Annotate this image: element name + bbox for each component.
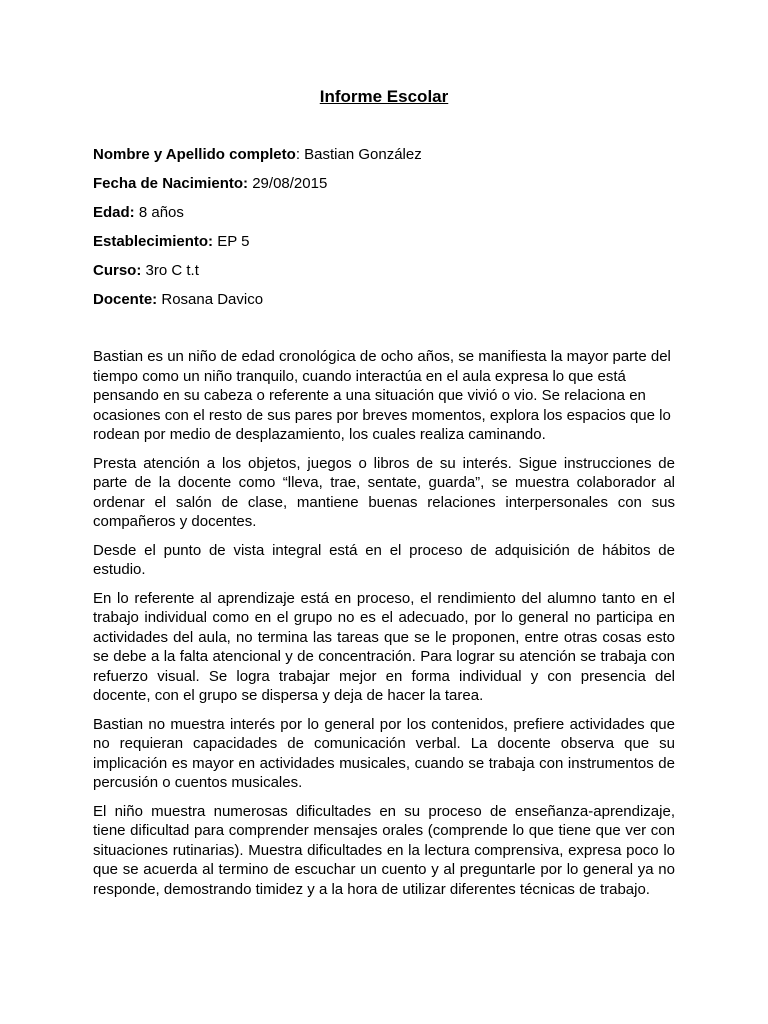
field-full-name (93, 146, 675, 164)
report-paragraph-2: Presta atención a los objetos, juegos o libros de su interés. Sigue instrucciones de parte de la docente como “lleva, trae, sentate, guarda”, se muestra colaborador al ordenar el salón de clase, mantiene buenas relaciones interpersonales con sus compañeros y docentes. (93, 454, 675, 530)
field-label: Establecimiento: (93, 233, 214, 250)
document-title: Informe Escolar (319, 87, 449, 106)
field-label: Docente: (93, 291, 158, 308)
field-school (93, 233, 675, 251)
report-paragraph-1: Bastian es un niño de edad cronológica de ocho años, se manifiesta la mayor parte del tiempo como un niño tranquilo, cuando interactúa en el aula expresa lo que está pensando en su cabeza o referente a una situación que vivió o vio. Se relaciona en ocasiones con el resto de sus pares por breves momentos, explora los espacios que lo rodean por medio de desplazamiento, los cuales realiza caminando. (93, 348, 671, 443)
field-value: 3ro C t.t (145, 262, 199, 279)
field-value: 29/08/2015 (252, 175, 328, 192)
field-value: Bastian González (304, 146, 422, 163)
report-paragraph-5: Bastian no muestra interés por lo general por los contenidos, prefiere actividades que no requieran capacidades de comunicación verbal. La docente observa que su implicación es mayor en actividades musicales, cuando se trabaja con instrumentos de percusión o cuentos musicales. (93, 715, 675, 791)
field-label: Curso: (93, 262, 142, 279)
field-birth-date (93, 175, 675, 193)
field-course (93, 262, 675, 280)
field-value: EP 5 (217, 233, 250, 250)
field-label: Fecha de Nacimiento: (93, 175, 249, 192)
field-label: Edad: (93, 204, 135, 221)
field-teacher (93, 291, 675, 309)
report-paragraph-3: Desde el punto de vista integral está en el proceso de adquisición de hábitos de estudio. (93, 541, 675, 578)
document-page (93, 86, 675, 908)
field-label: Nombre y Apellido completo (93, 146, 296, 163)
field-age (93, 204, 675, 222)
report-paragraph-4: En lo referente al aprendizaje está en proceso, el rendimiento del alumno tanto en el trabajo individual como en el grupo no es el adecuado, por lo general no participa en actividades del aula, no termina las tareas que se le proponen, entre otras cosas esto se debe a la falta atencional y de concentración. Para lograr su atención se trabaja con refuerzo visual. Se logra trabajar mejor en forma individual y con presencia del docente, con el grupo se dispersa y deja de hacer la tarea. (93, 589, 675, 704)
report-paragraph-6: El niño muestra numerosas dificultades en su proceso de enseñanza-aprendizaje, tiene dificultad para comprender mensajes orales (comprende lo que tiene que ver con situaciones rutinarias). Muestra dificultades en la lectura comprensiva, expresa poco lo que se acuerda al termino de escuchar un cuento y al preguntarle por lo general ya no responde, demostrando timidez y a la hora de utilizar diferentes técnicas de trabajo. (93, 802, 675, 898)
student-info (93, 146, 675, 309)
field-separator: : (295, 146, 305, 163)
field-value: 8 años (138, 204, 184, 221)
report-body (93, 347, 675, 899)
field-value: Rosana Davico (161, 291, 264, 308)
